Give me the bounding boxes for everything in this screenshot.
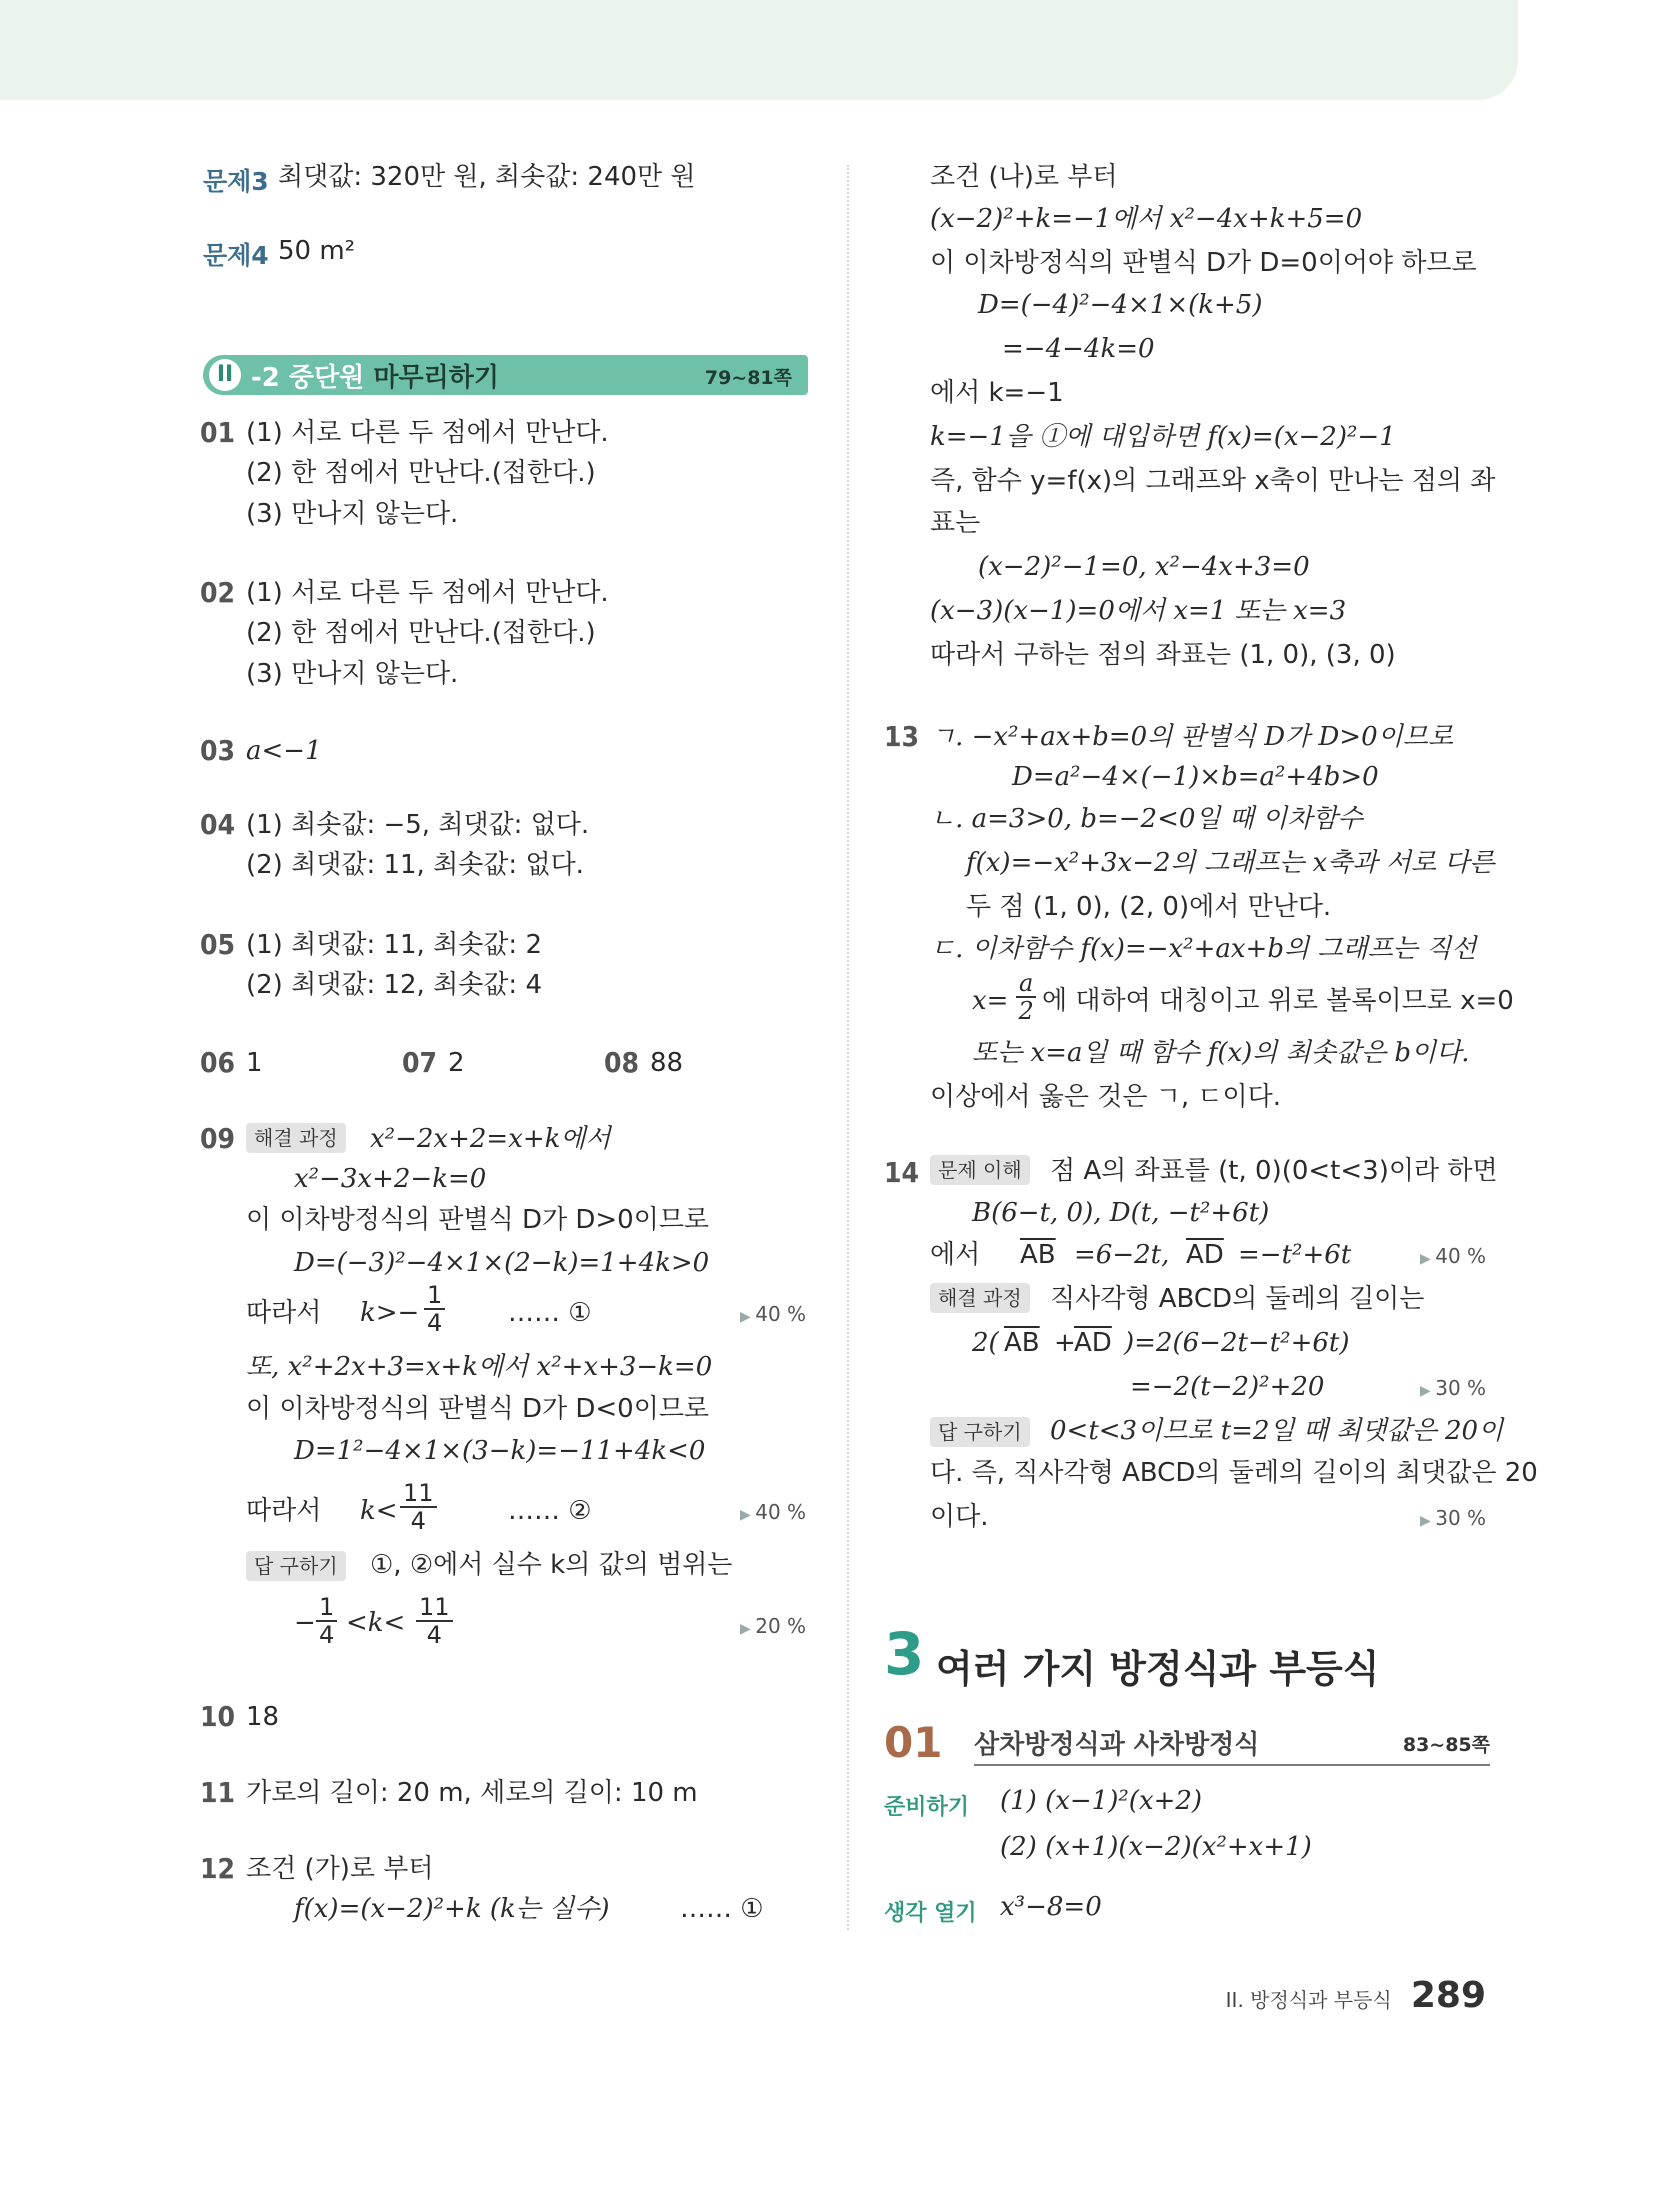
solution-line: ㄷ. 이차함수 f(x)=−x²+ax+b의 그래프는 직선	[930, 934, 1477, 964]
item-number: 07	[402, 1046, 438, 1079]
solution-line: D=1²−4×1×(3−k)=−11+4k<0	[294, 1436, 706, 1466]
segment-ad: $\overline{AD}$	[1186, 1240, 1224, 1270]
solution-line: f(x)=−x²+3x−2의 그래프는 x축과 서로 다른	[966, 848, 1495, 878]
solution-line: −	[294, 1608, 316, 1638]
chapter-header	[884, 1620, 1380, 1691]
solution-line: 또는 x=a일 때 함수 f(x)의 최솟값은 b이다.	[972, 1038, 1470, 1068]
answer-line: 18	[246, 1702, 280, 1732]
section-title-main: 마무리하기	[373, 363, 499, 393]
fraction: $\frac{1}{4}$	[316, 1594, 337, 1648]
answer-line: 가로의 길이: 20 m, 세로의 길이: 10 m	[246, 1778, 698, 1808]
segment-ad: $\overline{AD}$	[1074, 1328, 1112, 1358]
problem-4-answer: 50 m²	[278, 236, 356, 266]
answer-line: (2) 최댓값: 11, 최솟값: 없다.	[246, 850, 584, 880]
score-percent: ▶ 40 %	[740, 1302, 806, 1326]
solution-line: 표는	[930, 508, 981, 538]
solution-line: 따라서	[246, 1298, 322, 1328]
subsection-pages: 83~85쪽	[1402, 1734, 1490, 1756]
answer-line: (1) 서로 다른 두 점에서 만난다.	[246, 418, 609, 448]
answer-line: 1	[246, 1048, 263, 1078]
score-percent: ▶ 30 %	[1420, 1506, 1486, 1530]
fraction: $\frac{a}{2}$	[1016, 970, 1036, 1024]
solution-line: 이다.	[930, 1502, 989, 1532]
prep-answer: (2) (x+1)(x−2)(x²+x+1)	[1000, 1832, 1312, 1862]
solution-line: 두 점 (1, 0), (2, 0)에서 만난다.	[966, 892, 1332, 922]
solution-line: B(6−t, 0), D(t, −t²+6t)	[972, 1198, 1270, 1228]
answer-line: a<−1	[246, 736, 322, 766]
solution-line: 에 대하여 대칭이고 위로 볼록이므로 x=0	[1042, 986, 1514, 1016]
column-divider	[847, 165, 849, 1930]
item-number: 12	[200, 1852, 236, 1885]
solution-line: 직사각형 ABCD의 둘레의 길이는	[1050, 1284, 1425, 1314]
header-band	[0, 0, 1518, 100]
solution-line: D=(−4)²−4×1×(k+5)	[978, 290, 1263, 320]
solution-line: =−4−4k=0	[1002, 334, 1155, 364]
segment-ab: $\overline{AB}$	[1020, 1240, 1056, 1270]
solution-line: x²−3x+2−k=0	[294, 1164, 487, 1194]
score-percent: ▶ 40 %	[740, 1500, 806, 1524]
solution-line: 점 A의 좌표를 (t, 0)(0<t<3)이라 하면	[1050, 1156, 1498, 1186]
item-number: 06	[200, 1046, 236, 1079]
think-answer: x³−8=0	[1000, 1892, 1102, 1922]
section-title-pre: -2 중단원	[251, 363, 365, 393]
solution-line: 즉, 함수 y=f(x)의 그래프와 x축이 만나는 점의 좌	[930, 466, 1496, 496]
answer-line: (3) 만나지 않는다.	[246, 499, 459, 529]
score-percent: ▶ 30 %	[1420, 1376, 1486, 1400]
problem-3-label: 문제3	[203, 167, 269, 196]
section-pages: 79~81쪽	[704, 367, 792, 389]
answer-line: (1) 최댓값: 11, 최솟값: 2	[246, 930, 542, 960]
fraction: $\frac{1}{4}$	[424, 1282, 445, 1336]
prep-label: 준비하기	[884, 1795, 970, 1820]
solution-line: ①, ②에서 실수 k의 값의 범위는	[370, 1550, 733, 1580]
solution-line: f(x)=(x−2)²+k (k는 실수)	[294, 1894, 610, 1924]
solution-line: 따라서	[246, 1496, 322, 1526]
item-number: 11	[200, 1776, 236, 1809]
solution-line: D=a²−4×(−1)×b=a²+4b>0	[1012, 762, 1379, 792]
answer-line: 88	[650, 1048, 684, 1078]
solution-line: x=	[972, 986, 1009, 1016]
answer-line: (2) 한 점에서 만난다.(접한다.)	[246, 458, 596, 488]
tag-understand: 문제 이해	[930, 1152, 1030, 1186]
solution-line: k=−1을 ①에 대입하면 f(x)=(x−2)²−1	[930, 422, 1396, 452]
solution-line: (x−2)²−1=0, x²−4x+3=0	[978, 552, 1310, 582]
solution-line: +	[1054, 1328, 1076, 1358]
solution-line: ㄱ. −x²+ax+b=0의 판별식 D가 D>0이므로	[930, 722, 1453, 752]
solution-line: (x−3)(x−1)=0에서 x=1 또는 x=3	[930, 596, 1347, 626]
item-number: 03	[200, 734, 236, 767]
item-number: 02	[200, 576, 236, 609]
solution-line: ㄴ. a=3>0, b=−2<0일 때 이차함수	[930, 804, 1363, 834]
solution-line: =−t²+6t	[1238, 1240, 1352, 1270]
solution-line: 따라서 구하는 점의 좌표는 (1, 0), (3, 0)	[930, 640, 1396, 670]
problem-4-label: 문제4	[203, 241, 269, 270]
solution-line: 또, x²+2x+3=x+k에서 x²+x+3−k=0	[246, 1352, 713, 1382]
page-number: 289	[1410, 1975, 1486, 2016]
answer-line: (2) 한 점에서 만난다.(접한다.)	[246, 618, 596, 648]
item-number: 08	[604, 1046, 640, 1079]
subsection-rule	[974, 1764, 1490, 1766]
footer-section: II. 방정식과 부등식	[1225, 1988, 1392, 2012]
tag-process: 해결 과정	[246, 1120, 346, 1154]
equation-marker: …… ①	[508, 1298, 592, 1328]
equation-marker: …… ②	[508, 1496, 592, 1526]
solution-line: 0<t<3이므로 t=2일 때 최댓값은 20이	[1050, 1416, 1504, 1446]
problem-3-answer: 최댓값: 320만 원, 최솟값: 240만 원	[278, 162, 696, 192]
solution-line: k>−	[360, 1298, 420, 1328]
think-label: 생각 열기	[884, 1901, 977, 1926]
solution-line: 다. 즉, 직사각형 ABCD의 둘레의 길이의 최댓값은 20	[930, 1458, 1538, 1488]
segment-ab: $\overline{AB}$	[1004, 1328, 1040, 1358]
solution-line: )=2(6−2t−t²+6t)	[1124, 1328, 1350, 1358]
solution-line: 이 이차방정식의 판별식 D가 D>0이므로	[246, 1205, 710, 1235]
solution-line: =−2(t−2)²+20	[1130, 1372, 1325, 1402]
fraction: $\frac{11}{4}$	[416, 1594, 453, 1648]
prep-answer: (1) (x−1)²(x+2)	[1000, 1786, 1203, 1816]
solution-line: 이 이차방정식의 판별식 D가 D=0이어야 하므로	[930, 248, 1477, 278]
solution-line: <k<	[346, 1608, 406, 1638]
chapter-number: 3	[884, 1620, 925, 1688]
chapter-title: 여러 가지 방정식과 부등식	[936, 1647, 1380, 1691]
solution-line: D=(−3)²−4×1×(2−k)=1+4k>0	[294, 1248, 710, 1278]
subsection-header	[884, 1718, 1490, 1766]
answer-line: (1) 최솟값: −5, 최댓값: 없다.	[246, 810, 590, 840]
solution-line: 에서	[930, 1240, 981, 1270]
answer-line: (2) 최댓값: 12, 최솟값: 4	[246, 970, 542, 1000]
tag-answer: 답 구하기	[246, 1548, 346, 1582]
item-number: 13	[884, 720, 920, 753]
item-number: 09	[200, 1122, 236, 1155]
solution-line: 조건 (가)로 부터	[246, 1854, 434, 1884]
item-number: 04	[200, 808, 236, 841]
solution-line: =6−2t,	[1074, 1240, 1170, 1270]
item-number: 10	[200, 1700, 236, 1733]
score-percent: ▶ 20 %	[740, 1614, 806, 1638]
section-header	[203, 355, 808, 395]
solution-line: 에서 k=−1	[930, 378, 1064, 408]
subsection-number: 01	[884, 1718, 943, 1767]
item-number: 05	[200, 928, 236, 961]
item-number: 01	[200, 416, 236, 449]
page-footer	[1226, 1975, 1486, 2016]
solution-line: 이상에서 옳은 것은 ㄱ, ㄷ이다.	[930, 1082, 1281, 1112]
solution-line: 이 이차방정식의 판별식 D가 D<0이므로	[246, 1394, 710, 1424]
answer-line: 2	[448, 1048, 465, 1078]
answer-line: (1) 서로 다른 두 점에서 만난다.	[246, 578, 609, 608]
tag-process: 해결 과정	[930, 1280, 1030, 1314]
fraction: $\frac{11}{4}$	[400, 1480, 437, 1534]
solution-line: 조건 (나)로 부터	[930, 162, 1118, 192]
solution-line: 2(	[972, 1328, 999, 1358]
tag-answer: 답 구하기	[930, 1414, 1030, 1448]
section-title	[251, 357, 499, 394]
subsection-title: 삼차방정식과 사차방정식	[974, 1730, 1260, 1760]
solution-line: (x−2)²+k=−1에서 x²−4x+k+5=0	[930, 204, 1363, 234]
score-percent: ▶ 40 %	[1420, 1244, 1486, 1268]
item-number: 14	[884, 1156, 920, 1189]
solution-line: k<	[360, 1496, 398, 1526]
equation-marker: …… ①	[680, 1894, 764, 1924]
solution-line: x²−2x+2=x+k에서	[370, 1124, 611, 1154]
answer-line: (3) 만나지 않는다.	[246, 659, 459, 689]
section-roman: II	[209, 359, 241, 391]
